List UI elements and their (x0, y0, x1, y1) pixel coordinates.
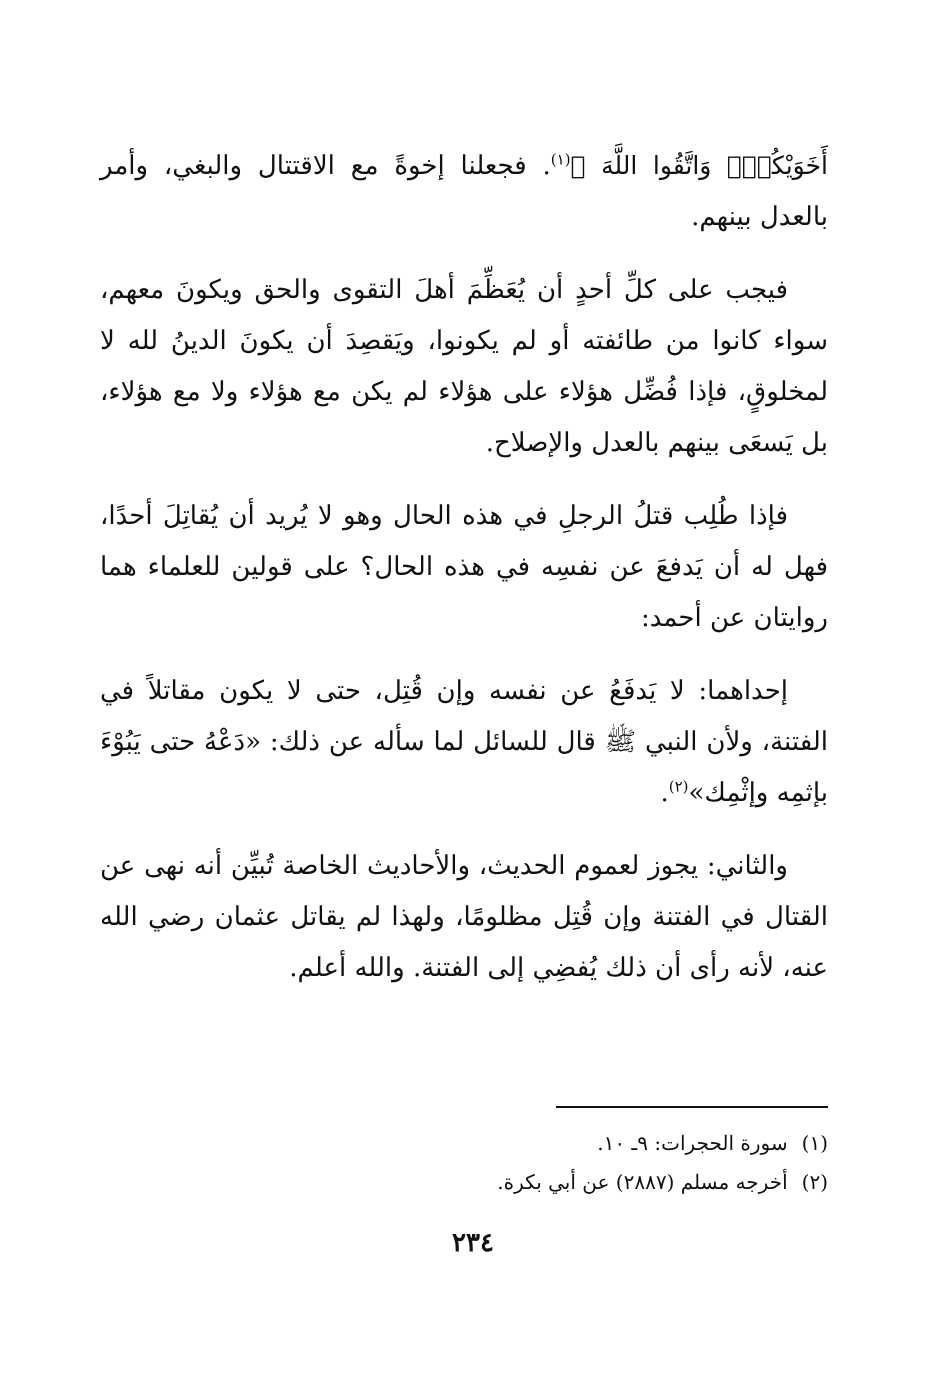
footnote-divider (556, 1106, 828, 1108)
paragraph-1-text: . فجعلنا إخوةً مع الاقتتال والبغي، وأمر بالعدل بينهم. (100, 151, 828, 232)
footnote-2-text: أخرجه مسلم (٢٨٨٧) عن أبي بكرة. (497, 1170, 788, 1194)
footnotes (128, 1124, 828, 1202)
paragraph-3: فإذا طُلِب قتلُ الرجلِ في هذه الحال وهو لا يُريد أن يُقاتِلَ أحدًا، فهل له أن يَدفعَ عن نفسِه في هذه الحال؟ على قولين للعلماء هما روايتان عن أحمد: (100, 501, 828, 633)
paragraph-4-end: . (660, 778, 669, 808)
main-text (100, 140, 828, 1016)
paragraph-4 (100, 666, 828, 819)
page-number: ٢٣٤ (452, 1228, 494, 1258)
footnote-2-number: (٢) (801, 1170, 828, 1194)
quran-verse: أَخَوَيْكُمْۚ وَاتَّقُوا اللَّهَ ﴾ (570, 151, 828, 180)
footnote-1-text: سورة الحجرات: ٩ـ ١٠. (597, 1131, 788, 1155)
footnote-ref-1: (١) (550, 150, 571, 169)
footnote-1-number: (١) (801, 1131, 828, 1155)
paragraph-4-text: إحداهما: لا يَدفَعُ عن نفسه وإن قُتِل، حتى لا يكون مقاتلاً في الفتنة، ولأن النبي ﷺ قال للسائل لما سأله عن ذلك: «دَعْهُ حتى يَبُوْءَ بإثمِه وإثْمِك» (100, 676, 828, 808)
footnote-2 (128, 1163, 828, 1202)
footnote-ref-2: (٢) (668, 777, 689, 796)
footnote-1 (128, 1124, 828, 1163)
paragraph-5: والثاني: يجوز لعموم الحديث، والأحاديث الخاصة تُبيِّن أنه نهى عن القتال في الفتنة وإن قُتِل مظلومًا، ولهذا لم يقاتل عثمان رضي الله عنه، لأنه رأى أن ذلك يُفضِي إلى الفتنة. والله أعلم. (100, 851, 828, 983)
paragraph-1 (100, 140, 828, 243)
paragraph-2: فيجب على كلِّ أحدٍ أن يُعَظِّمَ أهلَ التقوى والحق ويكونَ معهم، سواء كانوا من طائفته أو لم يكونوا، ويَقصِدَ أن يكونَ الدينُ لله لا لمخلوقٍ، فإذا فُضِّل هؤلاء على هؤلاء لم يكن مع هؤلاء ولا مع هؤلاء، بل يَسعَى بينهم بالعدل والإصلاح. (100, 275, 828, 458)
